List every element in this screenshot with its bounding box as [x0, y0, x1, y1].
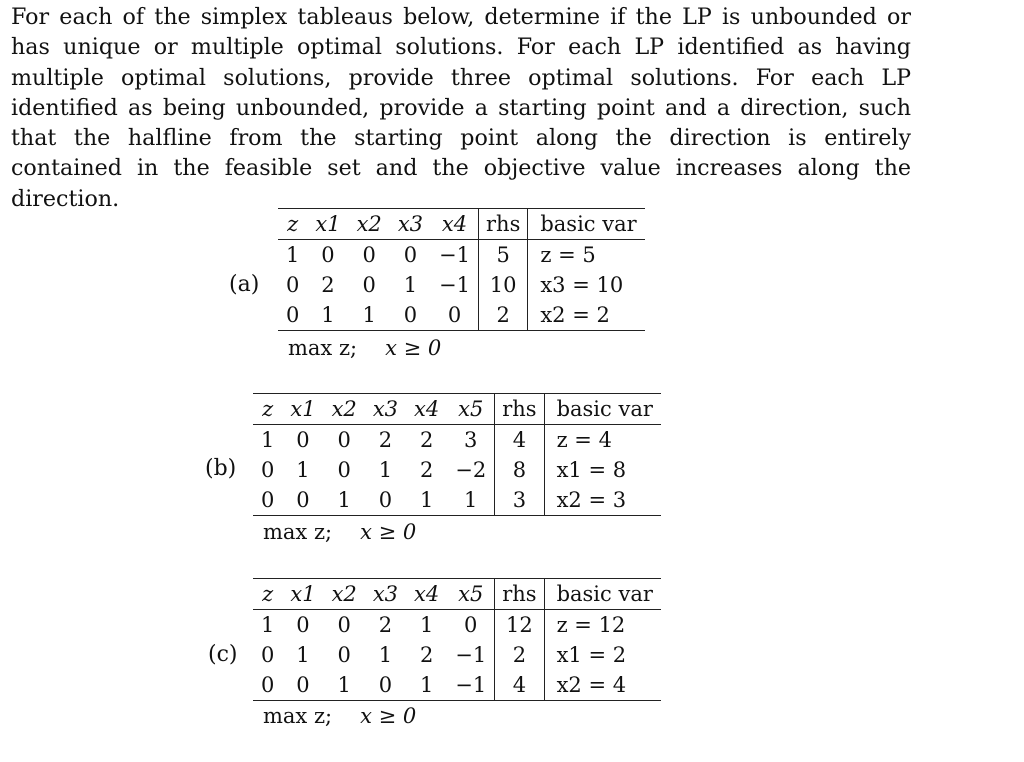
- cell: 0: [253, 485, 282, 516]
- objective-text: max z;: [263, 704, 333, 728]
- cell: 1: [286, 243, 300, 267]
- basic-var-cell: z = 5: [528, 240, 645, 271]
- basic-var-header: basic var: [544, 394, 661, 425]
- tableau-a-label: (a): [229, 272, 260, 297]
- table-row: [253, 610, 661, 641]
- cell: −1: [447, 670, 494, 701]
- cell: 1: [296, 643, 310, 667]
- tableau-c: [253, 578, 661, 701]
- col-header: x2: [324, 579, 365, 610]
- col-header: x1: [282, 579, 323, 610]
- rhs-cell: 3: [495, 485, 544, 516]
- col-header: x4: [431, 209, 478, 240]
- cell: 0: [337, 458, 351, 482]
- cell: −2: [455, 458, 487, 482]
- cell: 1: [349, 300, 390, 331]
- cell: 2: [419, 458, 434, 482]
- col-header: x2: [349, 209, 390, 240]
- cell: 1: [378, 643, 393, 667]
- rhs-cell: 5: [479, 240, 528, 271]
- table-row: [278, 270, 645, 300]
- cell: 1: [324, 670, 365, 701]
- cell: 0: [337, 643, 351, 667]
- cell: 0: [296, 428, 310, 452]
- tableau-c-label: (c): [208, 642, 238, 667]
- cell: 1: [406, 670, 447, 701]
- tableau-b: [253, 393, 661, 516]
- basic-var-cell: x2 = 2: [528, 300, 645, 331]
- tableau-b-label: (b): [205, 456, 237, 481]
- cell: 1: [419, 613, 434, 637]
- constraint-text: x ≥ 0: [360, 520, 417, 544]
- cell: 1: [447, 485, 494, 516]
- cell: −1: [455, 643, 487, 667]
- basic-var-cell: z = 4: [544, 425, 661, 456]
- cell: 0: [321, 243, 335, 267]
- cell: 1: [378, 458, 393, 482]
- problem-statement: For each of the simplex tableaus below, determine if the LP is unbounded or has unique or multiple optimal solutions. For each LP identified as having multiple optimal solutions, provide three optimal solutions. For each LP identified as being unbounded, provide a starting point and a direction, such that the halfline from the starting point along the direction is entirely contained in the feasible set and the objective value increases along the direction.: [11, 4, 911, 212]
- tableau-c-footer: [263, 701, 416, 731]
- col-header: z: [253, 394, 282, 425]
- cell: 0: [365, 485, 406, 516]
- cell: 0: [261, 458, 275, 482]
- cell: 1: [261, 428, 275, 452]
- rhs-cell: 4: [495, 425, 544, 456]
- rhs-cell: 10: [479, 270, 528, 300]
- cell: 2: [321, 273, 335, 297]
- constraint-text: x ≥ 0: [360, 704, 417, 728]
- cell: 1: [296, 458, 310, 482]
- tableau-a: [278, 208, 645, 331]
- basic-var-cell: x1 = 8: [544, 455, 661, 485]
- rhs-cell: 12: [495, 610, 544, 641]
- cell: 3: [464, 428, 478, 452]
- cell: −1: [439, 273, 470, 297]
- tableau-b-header-row: [253, 394, 661, 425]
- col-header: x4: [406, 579, 447, 610]
- col-header: x1: [307, 209, 348, 240]
- rhs-cell: 8: [495, 455, 544, 485]
- tableau-b-footer: [263, 517, 416, 547]
- col-header: x2: [324, 394, 365, 425]
- table-row: [278, 300, 645, 331]
- cell: 0: [278, 300, 307, 331]
- cell: 0: [286, 273, 300, 297]
- objective-text: max z;: [263, 520, 333, 544]
- cell: 0: [362, 243, 376, 267]
- cell: 1: [261, 613, 275, 637]
- cell: 0: [464, 613, 478, 637]
- constraint-text: x ≥ 0: [385, 336, 442, 360]
- basic-var-header: basic var: [528, 209, 645, 240]
- col-header: x1: [282, 394, 323, 425]
- table-row: [253, 640, 661, 670]
- cell: 0: [431, 300, 478, 331]
- table-row: [278, 240, 645, 271]
- basic-var-cell: x2 = 3: [544, 485, 661, 516]
- basic-var-cell: x1 = 2: [544, 640, 661, 670]
- basic-var-cell: z = 12: [544, 610, 661, 641]
- cell: 2: [419, 428, 434, 452]
- cell: 0: [261, 643, 275, 667]
- cell: −1: [439, 243, 470, 267]
- cell: 0: [253, 670, 282, 701]
- cell: 1: [307, 300, 348, 331]
- rhs-header: rhs: [495, 394, 544, 425]
- cell: 0: [365, 670, 406, 701]
- col-header: x3: [390, 209, 431, 240]
- basic-var-header: basic var: [544, 579, 661, 610]
- objective-text: max z;: [288, 336, 358, 360]
- cell: 2: [419, 643, 434, 667]
- rhs-header: rhs: [479, 209, 528, 240]
- tableau-c-header-row: [253, 579, 661, 610]
- table-row: [253, 455, 661, 485]
- tableau-a-footer: [288, 333, 441, 363]
- col-header: x3: [365, 394, 406, 425]
- rhs-header: rhs: [495, 579, 544, 610]
- cell: 0: [362, 273, 376, 297]
- cell: 1: [406, 485, 447, 516]
- table-row: [253, 425, 661, 456]
- table-row: [253, 670, 661, 701]
- cell: 0: [337, 428, 351, 452]
- rhs-cell: 4: [495, 670, 544, 701]
- cell: 2: [378, 428, 393, 452]
- tableau-a-header-row: [278, 209, 645, 240]
- col-header: z: [278, 209, 307, 240]
- cell: 1: [324, 485, 365, 516]
- col-header: x5: [447, 579, 494, 610]
- cell: 1: [403, 273, 418, 297]
- rhs-cell: 2: [479, 300, 528, 331]
- col-header: x5: [447, 394, 494, 425]
- cell: 2: [378, 613, 393, 637]
- col-header: z: [253, 579, 282, 610]
- cell: 0: [296, 613, 310, 637]
- cell: 0: [390, 300, 431, 331]
- col-header: x4: [406, 394, 447, 425]
- table-row: [253, 485, 661, 516]
- cell: 0: [403, 243, 418, 267]
- cell: 0: [282, 670, 323, 701]
- col-header: x3: [365, 579, 406, 610]
- rhs-cell: 2: [495, 640, 544, 670]
- basic-var-cell: x2 = 4: [544, 670, 661, 701]
- cell: 0: [337, 613, 351, 637]
- cell: 0: [282, 485, 323, 516]
- basic-var-cell: x3 = 10: [528, 270, 645, 300]
